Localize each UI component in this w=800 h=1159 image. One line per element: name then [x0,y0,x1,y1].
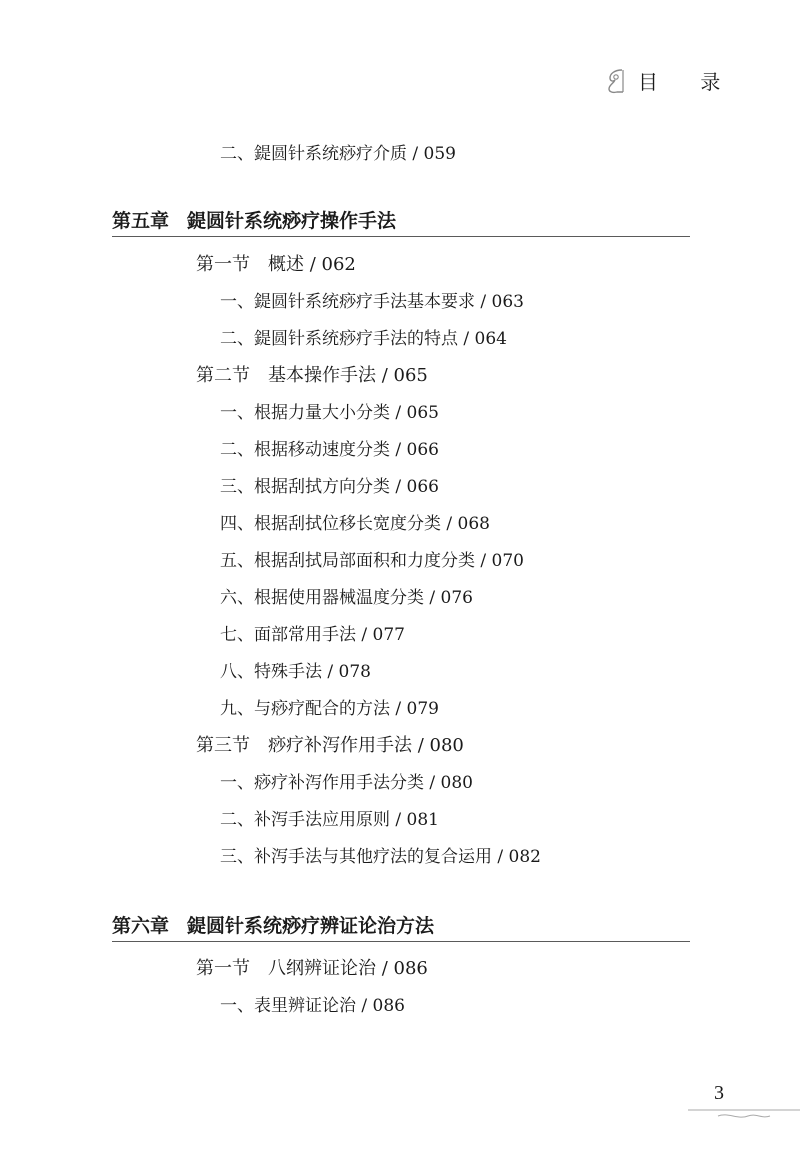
toc-item[interactable]: 六、根据使用器械温度分类 / 076 [220,588,473,608]
section-label: 第二节 [196,365,250,386]
toc-item[interactable]: 四、根据刮拭位移长宽度分类 / 068 [220,514,490,534]
chapter-label: 第五章 [112,210,170,232]
toc-item[interactable]: 二、鍉圆针系统痧疗介质 / 059 [220,144,456,164]
page-title: 目 录 [638,70,739,94]
toc-item[interactable]: 八、特殊手法 / 078 [220,662,371,682]
section-title: 痧疗补泻作用手法 / 080 [268,735,464,756]
chapter-divider [112,236,690,237]
section-label: 第一节 [196,958,250,979]
toc-item[interactable]: 一、鍉圆针系统痧疗手法基本要求 / 063 [220,292,524,312]
scroll-cloud-icon [606,68,628,94]
toc-section[interactable] [196,954,428,980]
toc-item[interactable]: 三、根据刮拭方向分类 / 066 [220,477,439,497]
section-title: 基本操作手法 / 065 [268,365,428,386]
chapter-title: 鍉圆针系统痧疗操作手法 [187,210,397,232]
chapter-label: 第六章 [112,915,170,937]
section-label: 第一节 [196,254,250,275]
toc-item[interactable]: 一、表里辨证论治 / 086 [220,996,405,1016]
toc-item[interactable]: 一、根据力量大小分类 / 065 [220,403,439,423]
toc-section[interactable] [196,250,356,276]
toc-item[interactable]: 三、补泻手法与其他疗法的复合运用 / 082 [220,847,541,867]
toc-item[interactable]: 一、痧疗补泻作用手法分类 / 080 [220,773,473,793]
toc-item[interactable]: 二、补泻手法应用原则 / 081 [220,810,439,830]
toc-item[interactable]: 五、根据刮拭局部面积和力度分类 / 070 [220,551,524,571]
toc-chapter[interactable] [112,206,396,233]
chapter-divider [112,941,690,942]
section-label: 第三节 [196,735,250,756]
toc-chapter[interactable] [112,911,434,938]
toc-item[interactable]: 二、根据移动速度分类 / 066 [220,440,439,460]
running-header [606,66,738,95]
toc-section[interactable] [196,361,428,387]
toc-item[interactable]: 九、与痧疗配合的方法 / 079 [220,699,439,719]
toc-section[interactable] [196,731,464,757]
toc-item[interactable]: 二、鍉圆针系统痧疗手法的特点 / 064 [220,329,507,349]
toc-item[interactable]: 七、面部常用手法 / 077 [220,625,405,645]
chapter-title: 鍉圆针系统痧疗辨证论治方法 [187,915,435,937]
footer-wave-ornament [688,1104,800,1124]
page-number: 3 [714,1082,724,1104]
section-title: 概述 / 062 [268,254,356,275]
section-title: 八纲辨证论治 / 086 [268,958,428,979]
